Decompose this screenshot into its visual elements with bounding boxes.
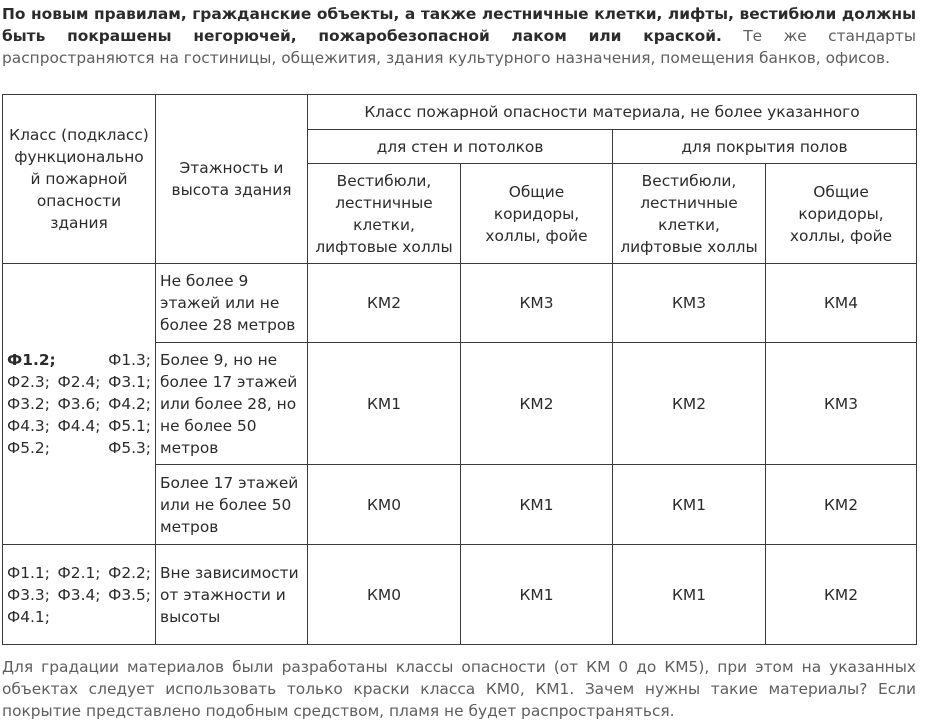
outro-paragraph: Для градации материалов были разработаны классы опасности (от КМ 0 до КМ5), при этом на указанных объектах следует использовать только краски класса КМ0, КМ1. Зачем нужны такие материалы? Если покрытие представлено подобным средством, пламя не будет распространяться.	[2, 658, 916, 720]
value-cell: КМ1	[308, 343, 461, 465]
value-cell: КМ2	[613, 343, 766, 465]
header-floors-vestibules: Вестибюли, лестничные клетки, лифтовые холлы	[613, 164, 766, 264]
value-cell: КМ1	[613, 545, 766, 645]
header-height-cell: Этажность и высота здания	[156, 95, 308, 264]
class-group-cell	[3, 264, 156, 545]
header-walls-group: для стен и потолков	[308, 130, 613, 164]
class-group-bold: Ф1.2;	[7, 351, 56, 369]
value-cell: КМ2	[766, 465, 917, 545]
value-cell: КМ0	[308, 465, 461, 545]
header-class-cell: Класс (подкласс) функционально й пожарной опасности здания	[3, 95, 156, 264]
header-floors-corridors: Общие коридоры, холлы, фойе	[766, 164, 917, 264]
height-cell: Вне зависимости от этажности и высоты	[156, 545, 308, 645]
value-cell: КМ4	[766, 264, 917, 343]
intro-bold-text: По новым правилам, гражданские объекты, а также лестничные клетки, лифты, вестибюли должны быть покрашены негорючей, пожаробезопасной лаком или краской.	[2, 5, 916, 45]
intro-rest-text: Те же стандарты распространяются на гостиницы, общежития, здания культурного назначения, помещения банков, офисов.	[2, 27, 916, 67]
height-cell: Более 17 этажей или не более 50 метров	[156, 465, 308, 545]
height-cell: Более 9, но не более 17 этажей или более 28, но не более 50 метров	[156, 343, 308, 465]
header-floors-group: для покрытия полов	[613, 130, 917, 164]
value-cell: КМ2	[461, 343, 613, 465]
table-row	[3, 264, 917, 343]
value-cell: КМ2	[766, 545, 917, 645]
header-walls-vestibules: Вестибюли, лестничные клетки, лифтовые холлы	[308, 164, 461, 264]
class-group-list: Ф1.3; Ф2.3; Ф2.4; Ф3.1; Ф3.2; Ф3.6; Ф4.2; Ф4.3; Ф4.4; Ф5.1; Ф5.2; Ф5.3;	[7, 351, 151, 457]
header-walls-corridors: Общие коридоры, холлы, фойе	[461, 164, 613, 264]
header-material-cell: Класс пожарной опасности материала, не более указанного	[308, 95, 917, 130]
value-cell: КМ1	[461, 465, 613, 545]
value-cell: КМ1	[461, 545, 613, 645]
value-cell: КМ2	[308, 264, 461, 343]
table-row	[3, 545, 917, 645]
value-cell: КМ1	[613, 465, 766, 545]
fire-class-table	[2, 94, 917, 645]
value-cell: КМ3	[613, 264, 766, 343]
value-cell: КМ3	[461, 264, 613, 343]
height-cell: Не более 9 этажей или не более 28 метров	[156, 264, 308, 343]
class-group-cell-2: Ф1.1; Ф2.1; Ф2.2; Ф3.3; Ф3.4; Ф3.5; Ф4.1;	[3, 545, 156, 645]
value-cell: КМ3	[766, 343, 917, 465]
intro-paragraph	[2, 3, 916, 69]
value-cell: КМ0	[308, 545, 461, 645]
